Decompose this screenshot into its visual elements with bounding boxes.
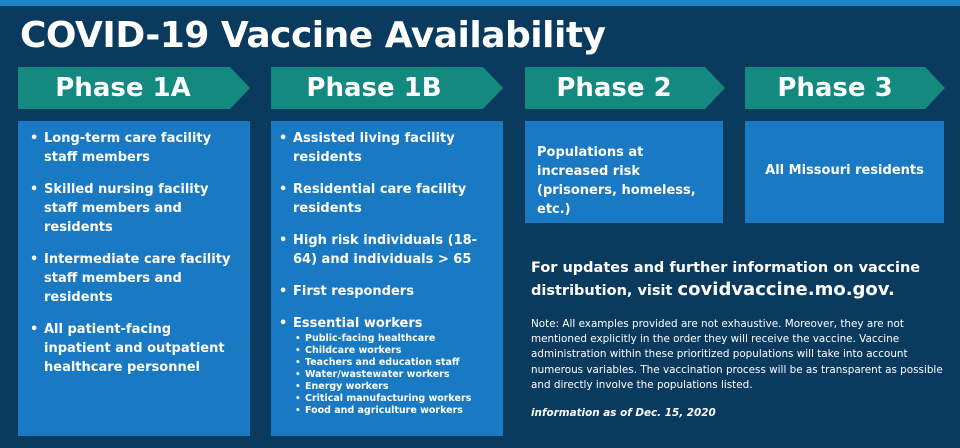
phase-1a-label: Phase 1A xyxy=(55,73,191,103)
updates-text xyxy=(531,258,951,302)
list-item: • Assisted living facility residents xyxy=(279,129,493,167)
phase-1b-card xyxy=(271,121,503,436)
sub-list-item: • Food and agriculture workers xyxy=(295,405,493,417)
disclaimer-note: Note: All examples provided are not exhaustive. Moreover, they are not mentioned explicitly in the order they will receive the vaccine. Vaccine administration within these prioritized populations will take into account numerous variables. The vaccination process will be as transparent as possible and directly involve the populations listed. xyxy=(531,318,943,391)
list-item: • Residential care facility residents xyxy=(279,180,493,218)
updates-sentence: For updates and further information on vaccine distribution, visit xyxy=(531,260,921,299)
phase-3-banner xyxy=(745,67,945,109)
list-item: • All patient-facing inpatient and outpatient healthcare personnel xyxy=(30,320,240,377)
list-item: • Essential workers xyxy=(279,314,493,333)
sub-list-item: • Critical manufacturing workers xyxy=(295,393,493,405)
phase-2-description: Populations at increased risk (prisoners, homeless, etc.) xyxy=(537,145,696,217)
sub-list-item: • Energy workers xyxy=(295,381,493,393)
phase-1b-label: Phase 1B xyxy=(306,73,442,103)
phase-3-label: Phase 3 xyxy=(777,73,893,103)
list-item: • First responders xyxy=(279,282,493,301)
phase-1b-banner xyxy=(271,67,503,109)
phase-2-label: Phase 2 xyxy=(556,73,672,103)
page-title: COVID-19 Vaccine Availability xyxy=(20,15,606,56)
essential-workers-sublist xyxy=(279,333,493,417)
list-item: • High risk individuals (18-64) and individuals > 65 xyxy=(279,231,493,269)
list-item: • Intermediate care facility staff members and residents xyxy=(30,250,240,307)
sub-list-item: • Childcare workers xyxy=(295,345,493,357)
list-item: • Skilled nursing facility staff members and residents xyxy=(30,180,240,237)
phase-3-description: All Missouri residents xyxy=(765,163,924,178)
phase-2-card xyxy=(525,121,723,223)
sub-list-item: • Public-facing healthcare xyxy=(295,333,493,345)
sub-list-item: • Water/wastewater workers xyxy=(295,369,493,381)
updates-url: covidvaccine.mo.gov. xyxy=(677,279,895,300)
phase-1b-list xyxy=(279,129,493,333)
phase-2-banner xyxy=(525,67,725,109)
phase-1a-card xyxy=(18,121,250,436)
top-accent-bar xyxy=(0,0,960,6)
phase-3-card xyxy=(745,121,944,223)
list-item: • Long-term care facility staff members xyxy=(30,129,240,167)
sub-list-item: • Teachers and education staff xyxy=(295,357,493,369)
phase-1a-banner xyxy=(18,67,250,109)
phase-1a-list xyxy=(30,129,240,377)
info-date: information as of Dec. 15, 2020 xyxy=(531,407,716,419)
